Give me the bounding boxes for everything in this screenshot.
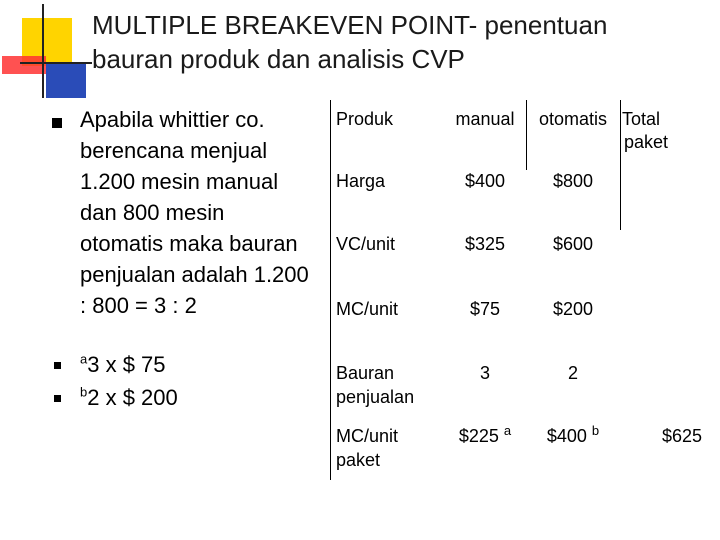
paragraph-line: 1.200 mesin manual	[80, 169, 279, 194]
decor-vertical-line	[42, 4, 44, 98]
small-square-bullet-icon	[54, 362, 61, 369]
table-divider	[620, 100, 621, 230]
header-total: Total	[622, 109, 661, 129]
paragraph-line: : 800 = 3 : 2	[80, 293, 197, 318]
row-label-cont: penjualan	[336, 387, 415, 407]
paragraph-line: Apabila whittier co.	[80, 107, 265, 132]
row-label: MC/unit	[336, 299, 399, 319]
cell-total: $625	[661, 426, 702, 446]
cell-otomatis: $800	[552, 171, 594, 191]
cell-manual: $325	[464, 234, 506, 254]
table-divider	[330, 100, 331, 480]
cell-manual: $75	[469, 299, 501, 319]
cell-value: $400	[546, 426, 587, 446]
header-paket: paket	[624, 132, 669, 152]
decor-blue-square	[46, 64, 86, 98]
header-manual: manual	[455, 109, 515, 129]
row-label: VC/unit	[336, 234, 396, 254]
slide-title	[92, 8, 692, 76]
cell-value: $225	[458, 426, 499, 446]
footnote-marker: b	[591, 423, 600, 438]
header-otomatis: otomatis	[538, 109, 608, 129]
cell-otomatis: $200	[552, 299, 594, 319]
footnote-marker: a	[80, 351, 88, 367]
header-produk: Produk	[336, 109, 394, 129]
decor-red-bar	[2, 56, 46, 74]
row-label: Harga	[336, 171, 386, 191]
row-label: MC/unit	[336, 426, 399, 446]
small-square-bullet-icon	[54, 395, 61, 402]
footnote-marker: b	[80, 384, 88, 400]
cell-manual	[440, 425, 530, 447]
main-paragraph	[80, 104, 342, 321]
cell-otomatis	[528, 425, 618, 447]
row-label-cont: paket	[336, 450, 381, 470]
paragraph-line: penjualan adalah 1.200	[80, 262, 309, 287]
footnote-marker: a	[503, 423, 512, 438]
sub-bullet-text: 2 x $ 200	[87, 385, 178, 410]
title-line-2: bauran produk dan analisis CVP	[92, 44, 465, 74]
cell-manual: 3	[479, 363, 490, 383]
cell-manual: $400	[464, 171, 506, 191]
row-label: Bauran	[336, 363, 395, 383]
cell-otomatis: 2	[567, 363, 578, 383]
decor-horizontal-line	[20, 62, 92, 64]
bullet-square-icon	[52, 118, 62, 128]
paragraph-line: berencana menjual	[80, 138, 268, 163]
sub-bullet-text: 3 x $ 75	[87, 352, 166, 377]
paragraph-line: otomatis maka bauran	[80, 231, 298, 256]
cell-otomatis: $600	[552, 234, 594, 254]
title-line-1: MULTIPLE BREAKEVEN POINT- penentuan	[92, 10, 608, 40]
paragraph-line: dan 800 mesin	[80, 200, 225, 225]
